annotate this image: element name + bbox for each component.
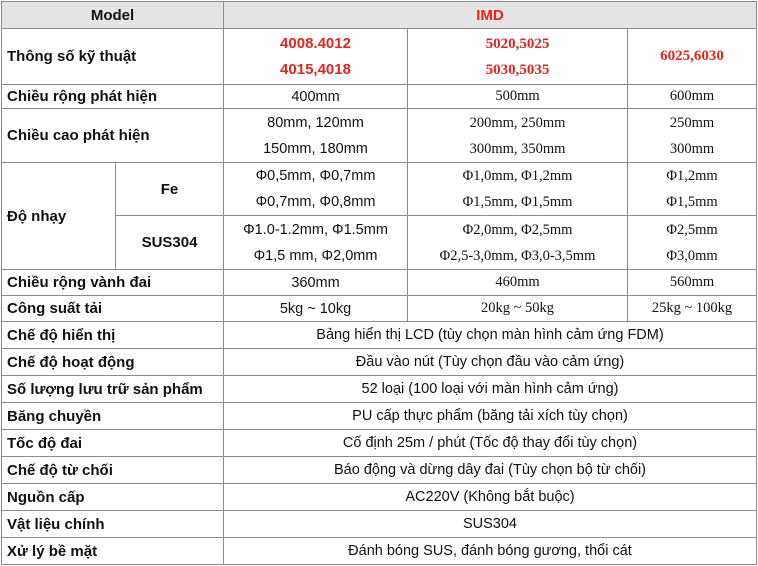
spec-row — [2, 538, 757, 565]
row-label: Vật liệu chính — [2, 511, 224, 538]
spec-table — [1, 1, 757, 565]
value-cell — [628, 109, 757, 163]
row-label: Chiều cao phát hiện — [2, 109, 224, 163]
spec-label: Thông số kỹ thuật — [2, 29, 224, 85]
value-cell: AC220V (Không bắt buộc) — [224, 484, 757, 511]
row-label: Băng chuyền — [2, 403, 224, 430]
value-line: Φ1.0-1.2mm, Φ1.5mm — [243, 221, 388, 238]
header-row — [2, 2, 757, 29]
row-label: Nguồn cấp — [2, 484, 224, 511]
row-label: Tốc độ đai — [2, 430, 224, 457]
row-label: Công suất tải — [2, 296, 224, 322]
value-line: Φ1,0mm, Φ1,2mm — [462, 168, 573, 184]
row-label: Chế độ từ chối — [2, 457, 224, 484]
value-line: Φ1,5 mm, Φ2,0mm — [253, 247, 378, 264]
sensitivity-sus-row — [2, 216, 757, 270]
spec-row — [2, 349, 757, 376]
value-cell — [224, 109, 408, 163]
value-cell: 52 loại (100 loại với màn hình cảm ứng) — [224, 376, 757, 403]
value-cell: 25kg ~ 100kg — [628, 296, 757, 322]
value-cell — [224, 216, 408, 270]
value-line: Φ1,5mm, Φ1,5mm — [462, 194, 573, 210]
load-row — [2, 296, 757, 322]
detect-height-row — [2, 109, 757, 163]
value-cell: SUS304 — [224, 511, 757, 538]
row-label: Xử lý bề mặt — [2, 538, 224, 565]
row-label: Chế độ hiển thị — [2, 322, 224, 349]
row-label: Chiều rộng vành đai — [2, 270, 224, 296]
value-cell: 600mm — [628, 85, 757, 109]
value-cell: 400mm — [224, 85, 408, 109]
model-cell: 6025,6030 — [628, 29, 757, 85]
spec-row — [2, 457, 757, 484]
value-line: 250mm — [669, 114, 715, 131]
row-label: Chế độ hoạt động — [2, 349, 224, 376]
value-cell — [224, 163, 408, 216]
value-line: Φ2,0mm, Φ2,5mm — [462, 221, 573, 238]
value-cell: Bảng hiển thị LCD (tùy chọn màn hình cảm ứng FDM) — [224, 322, 757, 349]
spec-row — [2, 29, 757, 85]
value-line: Φ1,2mm — [666, 168, 718, 184]
model-line: 4008.4012 — [280, 34, 351, 52]
value-line: Φ0,7mm, Φ0,8mm — [255, 194, 376, 210]
value-line: Φ3,0mm — [666, 247, 718, 264]
value-cell — [408, 163, 628, 216]
value-cell — [628, 216, 757, 270]
value-cell — [408, 216, 628, 270]
value-line: Φ0,5mm, Φ0,7mm — [255, 168, 376, 184]
value-cell: Đầu vào nút (Tùy chọn đầu vào cảm ứng) — [224, 349, 757, 376]
value-cell: 360mm — [224, 270, 408, 296]
brand-header: IMD — [224, 2, 757, 29]
detect-width-row — [2, 85, 757, 109]
belt-width-row — [2, 270, 757, 296]
value-cell: Đánh bóng SUS, đánh bóng gương, thổi cát — [224, 538, 757, 565]
value-line: 200mm, 250mm — [469, 114, 566, 131]
spec-row — [2, 403, 757, 430]
value-line: 150mm, 180mm — [263, 140, 368, 157]
value-line: 300mm — [669, 140, 715, 157]
value-cell: Cố định 25m / phút (Tốc độ thay đổi tùy chọn) — [224, 430, 757, 457]
spec-row — [2, 430, 757, 457]
value-line: Φ2,5-3,0mm, Φ3,0-3,5mm — [439, 247, 596, 264]
row-label: Chiều rộng phát hiện — [2, 85, 224, 109]
sensitivity-label: Độ nhạy — [2, 163, 116, 270]
value-line: 300mm, 350mm — [469, 140, 566, 157]
value-cell: Báo động và dừng dây đai (Tùy chọn bộ từ chối) — [224, 457, 757, 484]
value-line: 80mm, 120mm — [267, 114, 364, 131]
value-cell: 560mm — [628, 270, 757, 296]
model-line: 5020,5025 — [485, 35, 550, 52]
model-header: Model — [2, 2, 224, 29]
value-cell — [408, 109, 628, 163]
model-cell — [224, 29, 408, 85]
sensitivity-fe-row — [2, 163, 757, 216]
value-cell: 460mm — [408, 270, 628, 296]
value-cell — [628, 163, 757, 216]
spec-row — [2, 511, 757, 538]
value-cell: 20kg ~ 50kg — [408, 296, 628, 322]
sus-label: SUS304 — [116, 216, 224, 270]
spec-row — [2, 376, 757, 403]
fe-label: Fe — [116, 163, 224, 216]
value-cell: 500mm — [408, 85, 628, 109]
value-cell: 5kg ~ 10kg — [224, 296, 408, 322]
spec-row — [2, 322, 757, 349]
model-line: 4015,4018 — [280, 60, 351, 78]
value-line: Φ1,5mm — [666, 194, 718, 210]
model-line: 5030,5035 — [485, 61, 550, 78]
row-label: Số lượng lưu trữ sản phẩm — [2, 376, 224, 403]
spec-row — [2, 484, 757, 511]
value-line: Φ2,5mm — [666, 221, 718, 238]
model-cell — [408, 29, 628, 85]
value-cell: PU cấp thực phẩm (băng tải xích tùy chọn) — [224, 403, 757, 430]
